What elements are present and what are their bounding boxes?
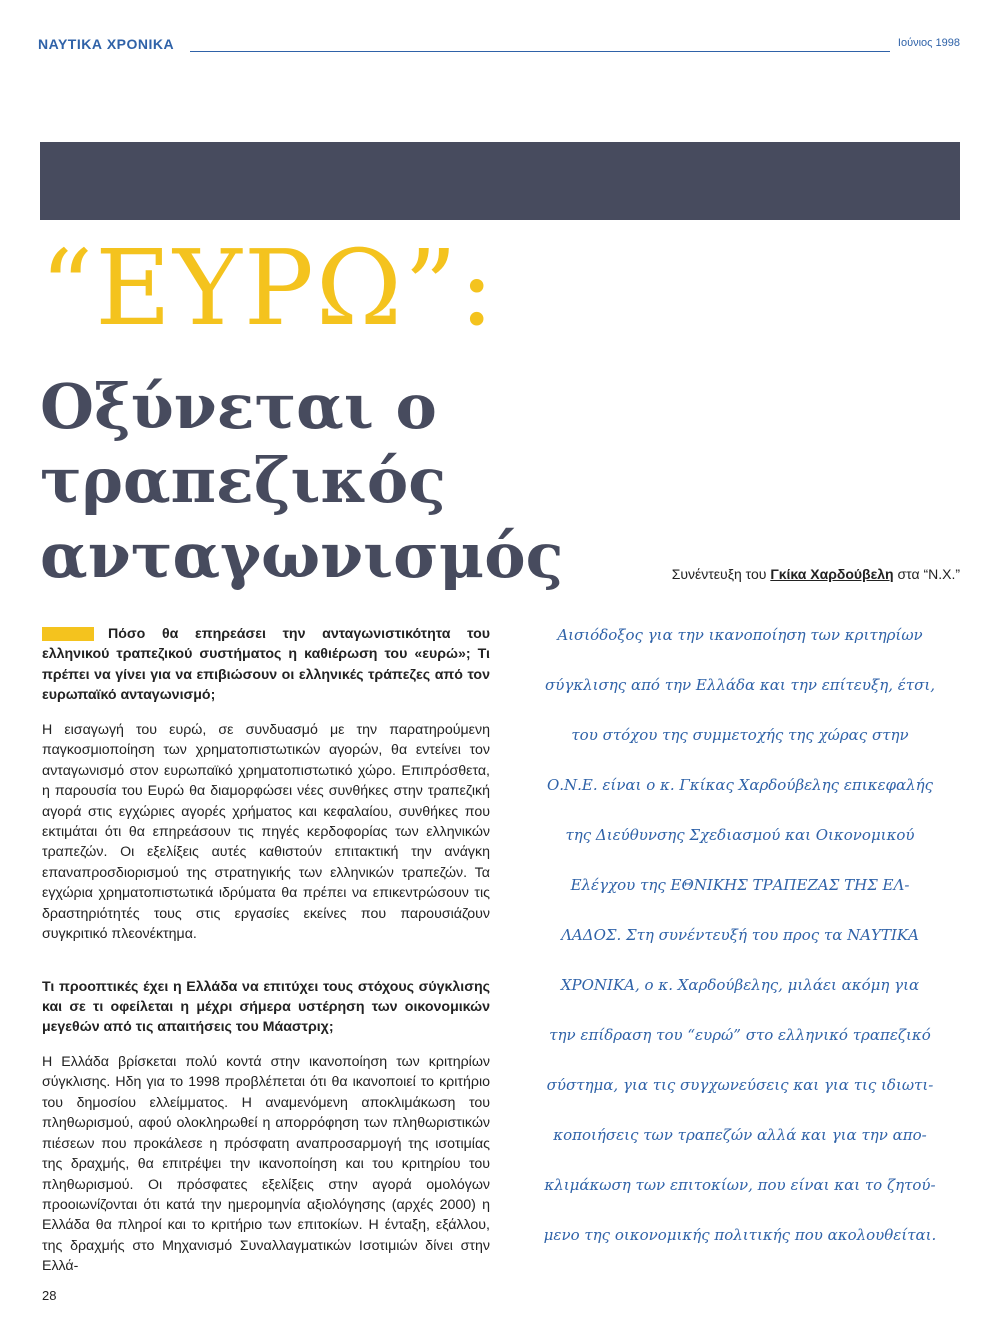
intro-line: Ελέγχου της ΕΘΝΙΚΗΣ ΤΡΑΠΕΖΑΣ ΤΗΣ ΕΛ- — [570, 876, 910, 894]
publication-name: ΝΑΥΤΙΚΑ ΧΡΟΝΙΚΑ — [38, 36, 175, 52]
question-1: Πόσο θα επηρεάσει την ανταγωνιστικότητα του ελληνικού τραπεζικού συστήματος η καθιέρωση του «ευρώ»; Τι πρέπει να γίνει για να επιβιώσουν οι ελληνικές τράπεζες από τον ευρωπαϊκό ανταγωνισμό; — [42, 626, 490, 704]
byline-suffix: στα “Ν.Χ.” — [893, 566, 960, 582]
question-2: Τι προοπτικές έχει η Ελλάδα να επιτύχει τους στόχους σύγκλισης και σε τι οφείλεται η μέχρι σήμερα υστέρηση των οικονομικών μεγεθών από τις απαιτήσεις του Μάαστριχ; — [42, 978, 490, 1036]
header-rule — [190, 51, 890, 52]
answer-2: Η Ελλάδα βρίσκεται πολύ κοντά στην ικανοποίηση των κριτηρίων σύγκλισης. Ηδη για το 1998 προβλέπεται ότι θα ικανοποιεί το κριτήριο του δημοσίου ελλείμματος. Η αναμενόμενη αποκλιμάκωση του πληθωρισμού, αφού ολοκληρωθεί η απορρόφηση των πληθωριστικών πιέσεων που προκάλεσε η πρόσφατη αναπροσαρμογή της ισοτιμίας της δραχμής, θα επιτρέψει την ικανοποίηση και του κριτηρίου του πληθωρισμού. Οι πρόσφατες εξελίξεις στην αγορά ομολόγων προοιωνίζονται ότι κατά την ημερομηνία αξιολόγησης (αρχές 2000) η Ελλάδα θα πληροί και το κριτήριο των επιτοκίων. Η ένταξη, εξάλλου, της δραχμής στο Μηχανισμό Συναλλαγματικών Ισοτιμιών δίνει στην Ελλά- — [42, 1053, 490, 1275]
question-1-block — [42, 624, 490, 706]
intro-line: κλιμάκωση των επιτοκίων, που είναι και το ζητού- — [544, 1176, 936, 1194]
issue-date: Ιούνιος 1998 — [897, 37, 960, 49]
headline-subtitle — [40, 370, 970, 593]
intro-column — [520, 624, 960, 1274]
intro-line: κοποιήσεις των τραπεζών αλλά και για την απο- — [553, 1126, 927, 1144]
answer-1: Η εισαγωγή του ευρώ, σε συνδυασμό με την παρατηρούμενη παγκοσμιοποίηση των χρηματοπιστωτικών αγορών, θα εντείνει τον ανταγωνισμό στον ευρωπαϊκό χρηματοπιστωτικό χώρο. Επιπρόσθετα, η παρουσία του Ευρώ θα διαμορφώσει νέες συνθήκες στην τραπεζική αγορά στις εγχώριες αγορές χρήματος και κεφαλαίου, συνθήκες που εκτιμάται ότι θα επηρεάσουν τις πηγές κερδοφορίας των ελληνικών τραπεζών. Οι εξελίξεις αυτές καθιστούν επιτακτική την ανάγκη επαναπροσδιορισμού της στρατηγικής των ελληνικών τραπεζών. Τα εγχώρια χρηματοπιστωτικά ιδρύματα θα πρέπει να επικεντρώσουν τις δραστηριότητές τους στις εργασίες εκείνες που παρουσιάζουν συγκριτικό πλεονέκτημα. — [42, 721, 490, 943]
intro-line: του στόχου της συμμετοχής της χώρας στην — [571, 726, 909, 744]
headline-line-1: Οξύνεται ο — [40, 370, 437, 443]
intro-line: μενο της οικονομικής πολιτικής που ακολουθείται. — [543, 1226, 937, 1244]
intro-line: σύστημα, για τις συγχωνεύσεις και για τις ιδιωτι- — [546, 1076, 934, 1094]
byline-prefix: Συνέντευξη του — [671, 566, 771, 582]
headline-line-2: τραπεζικός ανταγωνισμός — [40, 444, 564, 592]
intro-line: της Διεύθυνσης Σχεδιασμού και Οικονομικού — [565, 826, 915, 844]
intro-line: Αισιόδοξος για την ικανοποίηση των κριτηρίων — [557, 626, 923, 644]
title-banner — [40, 142, 960, 220]
accent-bar — [42, 627, 94, 641]
intro-line: Ο.Ν.Ε. είναι ο κ. Γκίκας Χαρδούβελης επικεφαλής — [546, 776, 934, 794]
intro-line: ΧΡΟΝΙΚΑ, ο κ. Χαρδούβελης, μιλάει ακόμη για — [560, 976, 920, 994]
byline — [672, 566, 960, 582]
article-body — [42, 624, 490, 1277]
intro-line: ΛΑΔΟΣ. Στη συνέντευξή του προς τα ΝΑΥΤΙΚΑ — [561, 926, 919, 944]
intro-line: την επίδραση του “ευρώ” στο ελληνικό τραπεζικό — [549, 1026, 931, 1044]
byline-author: Γκίκα Χαρδούβελη — [770, 566, 894, 582]
intro-line: σύγκλισης από την Ελλάδα και την επίτευξη, έτσι, — [545, 676, 935, 694]
headline-euro: “ΕΥΡΩ”: — [40, 227, 497, 349]
running-header — [38, 36, 960, 56]
page-number: 28 — [42, 1288, 57, 1303]
